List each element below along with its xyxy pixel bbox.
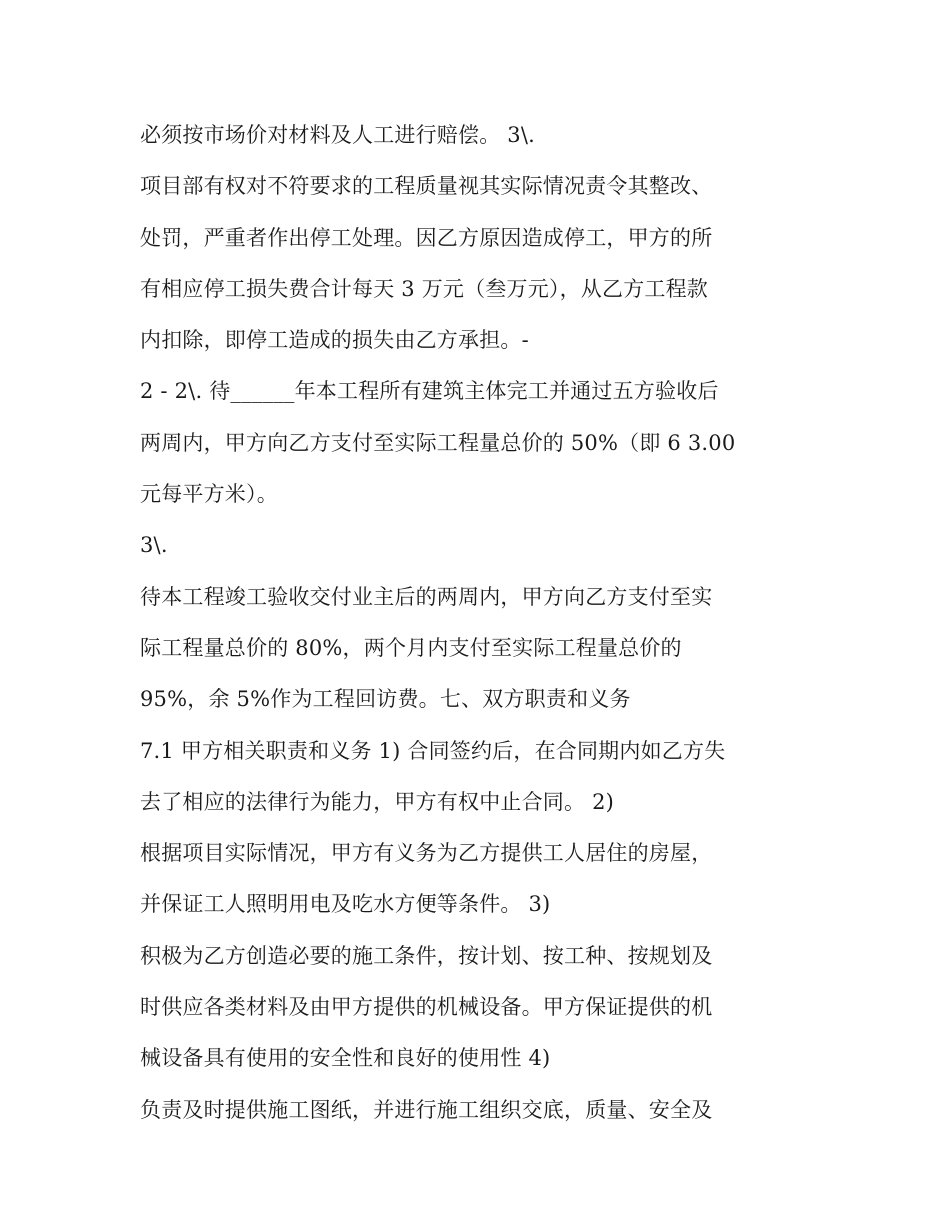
text-line: 项目部有权对不符要求的工程质量视其实际情况责令其整改、 — [140, 174, 713, 199]
text-line: 3\. — [140, 533, 168, 558]
text-line: 95%，余 5%作为工程回访费。七、双方职责和义务 — [140, 687, 631, 712]
text-line: 2 - 2\. 待______年本工程所有建筑主体完工并通过五方验收后 — [140, 379, 719, 404]
text-line: 去了相应的法律行为能力，甲方有权中止合同。 2) — [140, 789, 615, 814]
text-line: 械设备具有使用的安全性和良好的使用性 4) — [140, 1046, 551, 1071]
text-line: 内扣除，即停工造成的损失由乙方承担。- — [140, 328, 529, 353]
text-line: 根据项目实际情况，甲方有义务为乙方提供工人居住的房屋， — [140, 841, 713, 866]
text-line: 待本工程竣工验收交付业主后的两周内，甲方向乙方支付至实 — [140, 584, 713, 609]
text-line: 并保证工人照明用电及吃水方便等条件。 3) — [140, 892, 551, 917]
text-line: 两周内，甲方向乙方支付至实际工程量总价的 50%（即 6 3.00 — [140, 430, 736, 455]
text-line: 时供应各类材料及由甲方提供的机械设备。甲方保证提供的机 — [140, 995, 713, 1020]
text-line: 7.1 甲方相关职责和义务 1) 合同签约后，在合同期内如乙方失 — [140, 738, 726, 763]
document-page — [140, 110, 830, 1136]
text-line: 负责及时提供施工图纸，并进行施工组织交底，质量、安全及 — [140, 1097, 713, 1122]
text-line: 必须按市场价对材料及人工进行赔偿。 3\. — [140, 123, 535, 147]
text-line: 处罚，严重者作出停工处理。因乙方原因造成停工，甲方的所 — [140, 225, 713, 250]
text-line: 有相应停工损失费合计每天 3 万元（叁万元），从乙方工程款 — [140, 276, 709, 301]
text-line: 积极为乙方创造必要的施工条件，按计划、按工种、按规划及 — [140, 943, 713, 968]
text-line: 际工程量总价的 80%，两个月内支付至实际工程量总价的 — [140, 635, 682, 660]
text-line: 元每平方米）。 — [140, 482, 278, 507]
